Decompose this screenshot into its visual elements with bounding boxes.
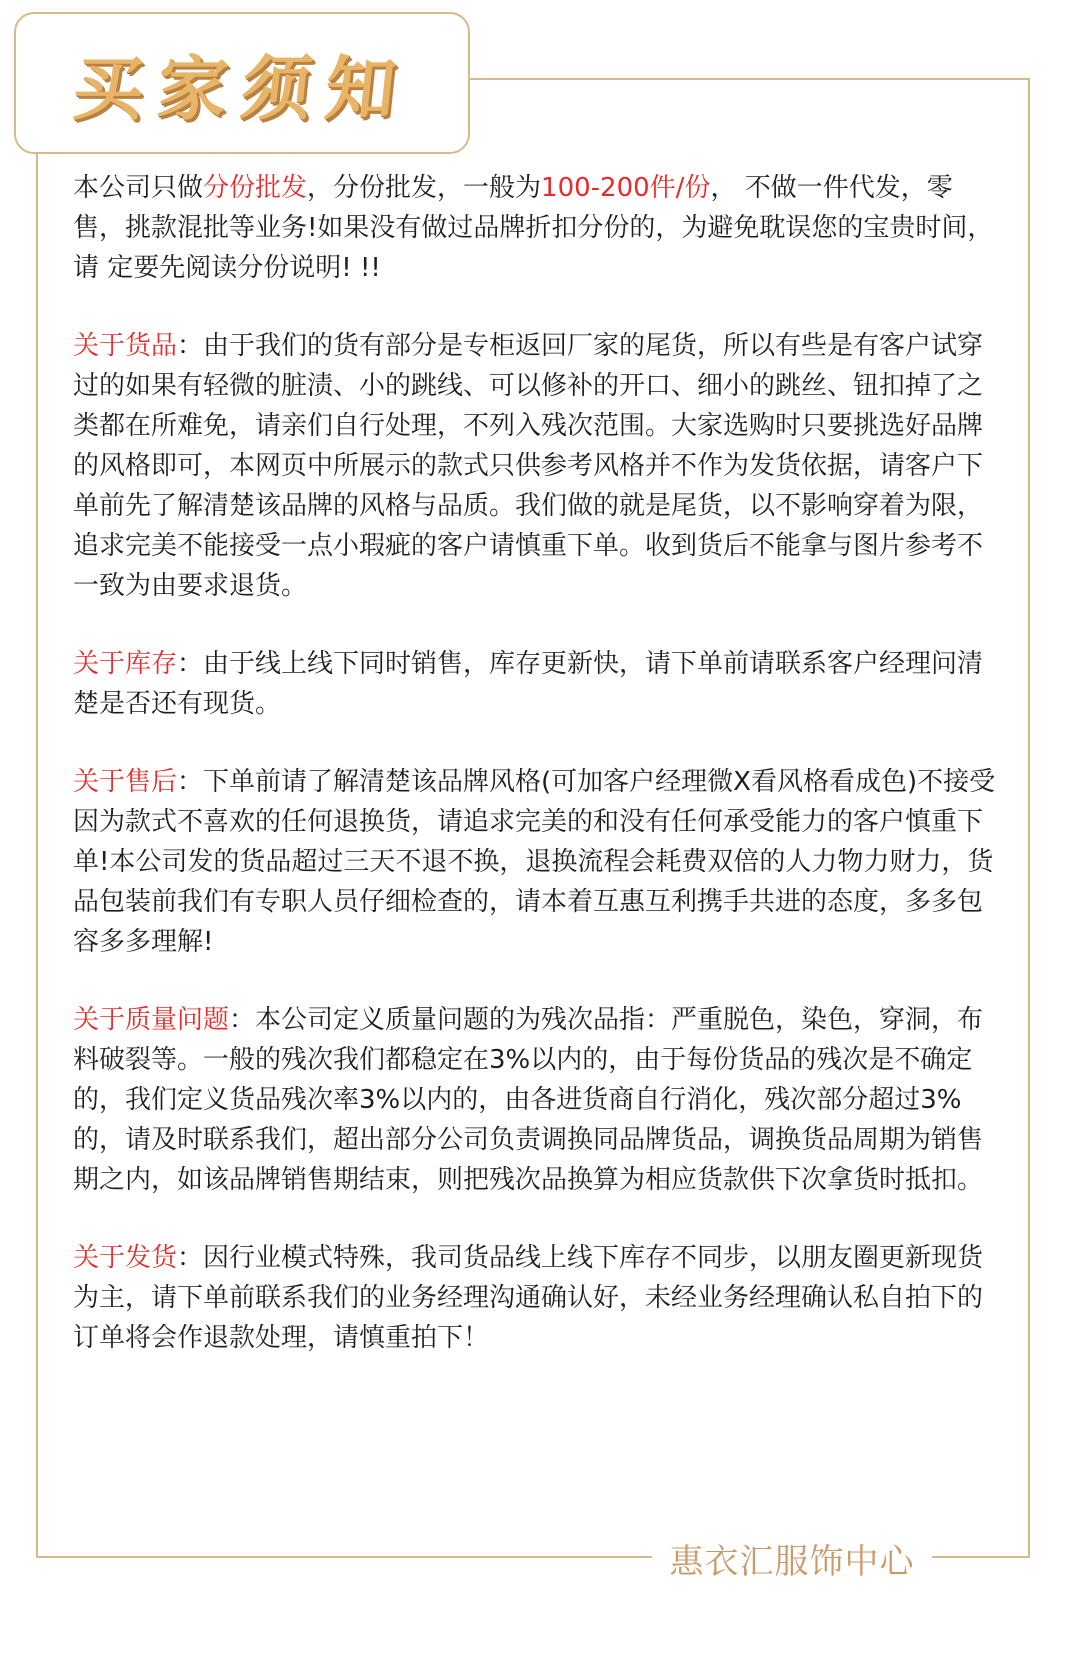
page-title: 买家须知 (69, 46, 414, 130)
shipping-text: ：因行业模式特殊，我司货品线上线下库存不同步，以朋友圈更新现货为主，请下单前联系我们的业务经理沟通确认好，未经业务经理确认私自拍下的订单将会作退款处理，请慎重拍下！ (73, 1243, 984, 1353)
shipping-label: 关于发货 (73, 1243, 178, 1273)
intro-text-2: ，分份批发，一般为 (307, 173, 542, 203)
quality-label: 关于质量问题 (73, 1005, 230, 1035)
footer-brand: 惠衣汇服饰中心 (652, 1534, 932, 1583)
intro-text-3: ， 不做一件代发，零售，挑款混批等业务!如果没有做过品牌折扣分份的，为避免耽误您的宝贵时间，请 定要先阅读分份说明! !! (73, 173, 994, 283)
title-box (14, 12, 470, 154)
goods-text: ：由于我们的货有部分是专柜返回厂家的尾货，所以有些是有客户试穿过的如果有轻微的脏渍、小的跳线、可以修补的开口、细小的跳丝、钮扣掉了之类都在所难免，请亲们自行处理，不列入残次范围。大家选购时只要挑选好品牌的风格即可，本网页中所展示的款式只供参考风格并不作为发货依据，请客户下单前先了解清楚该品牌的风格与品质。我们做的就是尾货，以不影响穿着为限，追求完美不能接受一点小瑕疵的客户请慎重下单。收到货后不能拿与图片参考不一致为由要求退货。 (73, 331, 984, 601)
quality-paragraph (73, 1000, 1003, 1200)
stock-paragraph (73, 644, 1003, 724)
intro-highlight-quantity: 100-200件/份 (541, 173, 711, 203)
aftersale-text: ：下单前请了解清楚该品牌风格(可加客户经理微X看风格看成色)不接受因为款式不喜欢的任何退换货，请追求完美的和没有任何承受能力的客户慎重下单!本公司发的货品超过三天不退不换，退换流程会耗费双倍的人力物力财力，货品包装前我们有专职人员仔细检查的，请本着互惠互利携手共进的态度，多多包容多多理解! (73, 767, 996, 957)
aftersale-paragraph (73, 762, 1003, 962)
intro-highlight-wholesale: 分份批发 (203, 173, 308, 203)
stock-label: 关于库存 (73, 649, 178, 679)
notice-content (73, 168, 1003, 1396)
stock-text: ：由于线上线下同时销售，库存更新快，请下单前请联系客户经理问清楚是否还有现货。 (73, 649, 984, 719)
shipping-paragraph (73, 1238, 1003, 1358)
intro-paragraph (73, 168, 1003, 288)
intro-text-1: 本公司只做 (73, 173, 204, 203)
aftersale-label: 关于售后 (73, 767, 178, 797)
goods-paragraph (73, 326, 1003, 606)
goods-label: 关于货品 (73, 331, 178, 361)
quality-text: ：本公司定义质量问题的为残次品指：严重脱色，染色，穿洞，布料破裂等。一般的残次我们都稳定在3%以内的，由于每份货品的残次是不确定的，我们定义货品残次率3%以内的，由各进货商自行消化，残次部分超过3%的，请及时联系我们，超出部分公司负责调换同品牌货品，调换货品周期为销售期之内，如该品牌销售期结束，则把残次品换算为相应货款供下次拿货时抵扣。 (73, 1005, 984, 1195)
